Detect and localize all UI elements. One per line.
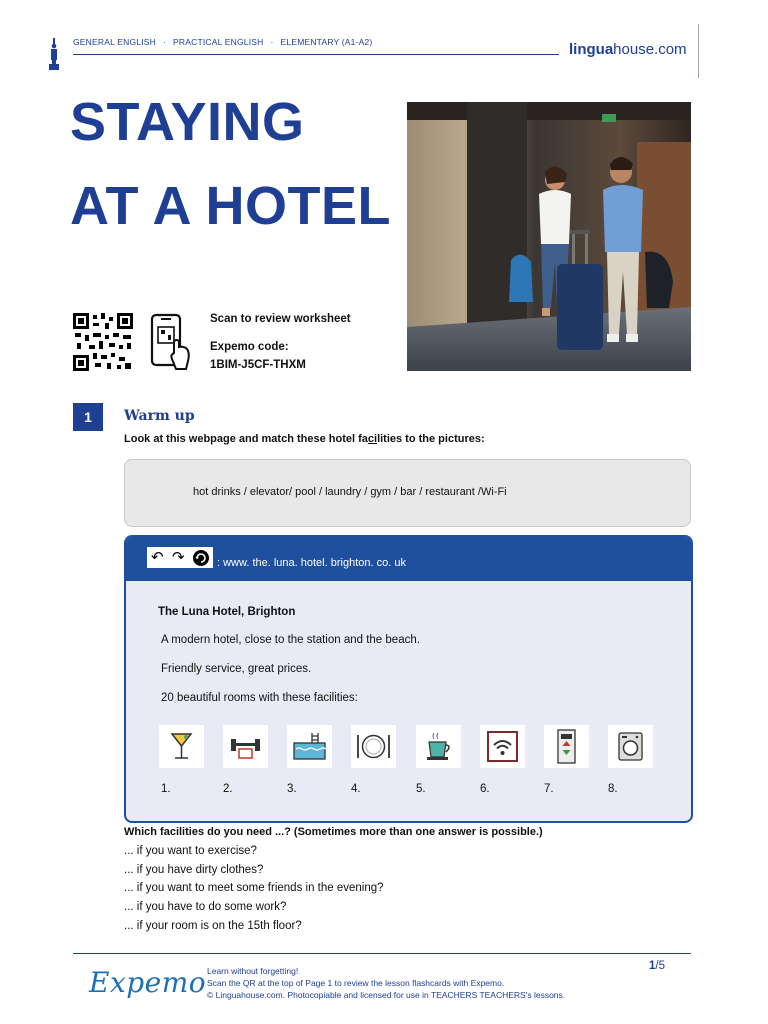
- footer-copyright: © Linguahouse.com. Photocopiable and licensed for use in TEACHERS TEACHERS's lessons.: [207, 990, 566, 1000]
- scan-instruction: Scan to review worksheet: [210, 313, 351, 325]
- hotel-service: Friendly service, great prices.: [161, 663, 312, 675]
- brand-bold: lingua: [569, 41, 614, 58]
- word-list: hot drinks / elevator/ pool / laundry / gym / bar / restaurant /Wi-Fi: [193, 486, 507, 498]
- instruction-start: Look at this webpage and match these hotel fa: [124, 433, 368, 445]
- breadcrumb: [73, 37, 372, 47]
- brand-logo[interactable]: [569, 41, 687, 58]
- facility-number: 6.: [480, 783, 490, 795]
- expemo-code-label: Expemo code:: [210, 341, 289, 353]
- facility-number: 7.: [544, 783, 554, 795]
- dumbbell-icon: [223, 725, 268, 768]
- question-item: ... if your room is on the 15th floor?: [124, 920, 302, 932]
- page-title-line1: STAYING: [70, 92, 305, 152]
- breadcrumb-separator: ·: [163, 37, 167, 47]
- brand-rest: house.com: [613, 41, 687, 58]
- phone-scan-icon: [150, 313, 192, 371]
- page-indicator: [649, 960, 665, 972]
- washing-machine-icon: [608, 725, 653, 768]
- instruction-end: lities to the pictures:: [377, 433, 485, 445]
- hotel-couple-photo: [407, 102, 691, 371]
- page-total: /5: [655, 960, 665, 972]
- footer-tagline: Learn without forgetting!: [207, 966, 299, 976]
- forward-arrow-icon[interactable]: ↷: [172, 549, 185, 566]
- page-title-line2: AT A HOTEL: [70, 176, 391, 236]
- hotel-description: A modern hotel, close to the station and the beach.: [161, 634, 420, 646]
- breadcrumb-separator: ·: [270, 37, 274, 47]
- coffee-cup-icon: [416, 725, 461, 768]
- page-current: 1: [649, 960, 656, 972]
- section-number: 1: [73, 403, 103, 431]
- qr-code[interactable]: [73, 313, 133, 371]
- footer-scan-note: Scan the QR at the top of Page 1 to review the lesson flashcards with Expemo.: [207, 978, 505, 988]
- back-arrow-icon[interactable]: ↶: [151, 549, 164, 566]
- liberty-statue-icon: [47, 38, 61, 70]
- elevator-icon: [544, 725, 589, 768]
- facility-number: 5.: [416, 783, 426, 795]
- question-item: ... if you want to exercise?: [124, 845, 257, 857]
- hotel-name: The Luna Hotel, Brighton: [158, 606, 296, 618]
- expemo-code-value: 1BIM-J5CF-THXM: [210, 359, 306, 371]
- footer-divider: [73, 953, 691, 954]
- browser-window: [124, 535, 693, 823]
- browser-toolbar: [126, 537, 691, 581]
- question-item: ... if you have dirty clothes?: [124, 864, 264, 876]
- wifi-icon: [480, 725, 525, 768]
- breadcrumb-level[interactable]: ELEMENTARY (A1-A2): [280, 37, 373, 47]
- refresh-icon[interactable]: [192, 547, 210, 574]
- hotel-rooms: 20 beautiful rooms with these facilities:: [161, 692, 358, 704]
- cocktail-icon: [159, 725, 204, 768]
- instruction-stress: ci: [367, 433, 378, 445]
- pool-icon: [287, 725, 332, 768]
- section-title: Warm up: [124, 408, 195, 424]
- facility-number: 4.: [351, 783, 361, 795]
- facility-number: 2.: [223, 783, 233, 795]
- facility-number: 8.: [608, 783, 618, 795]
- expemo-logo[interactable]: Expemo: [89, 966, 207, 999]
- breadcrumb-practical-english[interactable]: PRACTICAL ENGLISH: [173, 37, 264, 47]
- brand-divider: [698, 24, 699, 78]
- url-bar[interactable]: : www. the. luna. hotel. brighton. co. uk: [217, 557, 406, 569]
- nav-buttons: [147, 547, 213, 568]
- question-item: ... if you want to meet some friends in the evening?: [124, 882, 384, 894]
- header-divider: [73, 54, 559, 55]
- question-item: ... if you have to do some work?: [124, 901, 287, 913]
- instruction: [124, 433, 485, 445]
- facility-number: 1.: [161, 783, 171, 795]
- plate-cutlery-icon: [351, 725, 396, 768]
- facility-number: 3.: [287, 783, 297, 795]
- questions-heading: Which facilities do you need ...? (Sometimes more than one answer is possible.): [124, 826, 543, 838]
- breadcrumb-general-english[interactable]: GENERAL ENGLISH: [73, 37, 156, 47]
